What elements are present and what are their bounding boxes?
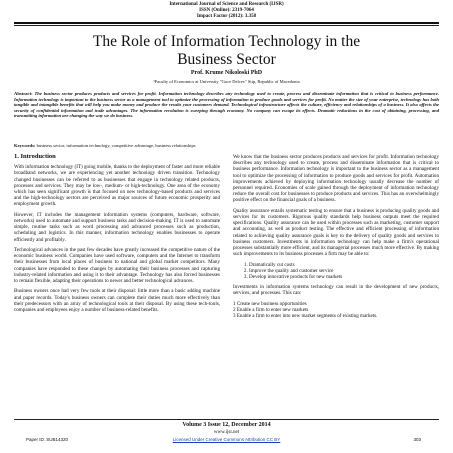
list-item: 3. Develop innovative products for new markets — [249, 274, 439, 280]
license-link[interactable]: Licensed Under Creative Commons Attribution CC BY — [172, 437, 281, 442]
section-heading-introduction: 1. Introduction — [14, 153, 56, 160]
list-item: 3 Enable a firm to enter into new market segments of existing markets. — [233, 313, 378, 320]
paper-id: Paper ID: SUB14320 — [26, 437, 69, 442]
paper-title — [0, 33, 453, 69]
footer-volume: Volume 3 Issue 12, December 2014 — [182, 422, 271, 428]
left-column — [14, 154, 220, 317]
abstract — [14, 91, 439, 119]
right-column — [233, 154, 439, 323]
journal-header — [0, 2, 453, 20]
body-paragraph: With information technology (IT) going mobile, thanks to the deployment of faster and more reliable broadband networks, we are experiencing yet another technology driven transition. Technology changed businesses can be referred to as businesses that engage in technology related products, processes and services. They may be low-, medium- or high-technology. One area of the economy which has seen significant growth is that focused on new technology-based products and services and the high-technology sectors are perceived as major sources of future economic prosperity and employment growth. — [14, 164, 220, 208]
author-name: Prof. Krume Nikoloski PhD — [190, 70, 263, 76]
keywords-text: business sector, information technology, competitive advantage, business relationships — [36, 143, 196, 148]
title-line-1: The Role of Information Technology in the — [92, 33, 361, 50]
author-affiliation: ¹Faculty of Economics at University "Goce Delcev" Stip, Republic of Macedonia — [153, 79, 300, 84]
body-paragraph: We know that the business sector produces products and services for profit. Information technology describes any technology used to create, process and disseminate information that is critical to business performance. Information technology is important to the business sector as a management tool to optimize the processing of information to produce goods and services for profit. Automation improvements achieved by deploying information technology usually decrease the number of personnel required. Economies of scale gained through the deployment of information technology reduce the overall cost for businesses to produce products and services. This has an overwhelmingly positive effect on the financial goals of a business. — [233, 154, 439, 204]
journal-issn: ISSN (Online): 2319-7064 — [199, 8, 254, 13]
keywords-label: Keywords: — [14, 143, 36, 148]
body-paragraph: Quality assurance entails systematic testing to ensure that a business is producing quality goods and services for its customers. Rigorous quality standards help business outputs meet the required specifications. Quality assurance can be used within processes such as marketing, customer support and accounting, as well as product testing. The effective and efficient processing of information related to achieving quality assurance goals is key to the delivery of quality goods and services to business customers. Investments in information technology can help make a firm's operational processes substantially more efficient, and its managerial processes much more effective. By making such improvements to its business processes a firm may be able to: — [233, 207, 439, 258]
list-item: 2. Improve the quality and customer service — [249, 268, 439, 274]
body-paragraph: Technological advances in the past few decades have greatly increased the competitive nature of the economic business world. Companies have used software, computers and the Internet to transform their businesses from local places of business to national and global market competitors. Many companies have responded to these changes by automating their business processes and capturing industry-related information and using it to their advantage. Technology has also forced businesses to remain flexible, adapting their operations to newer and better technological advances. — [14, 247, 220, 285]
page-number: 303 — [413, 437, 421, 442]
list-item: 2 Enable a firm to enter new markets — [233, 307, 309, 314]
journal-impact-factor: Impact Factor (2012): 3.358 — [196, 14, 257, 19]
list-item: 1 Create new business opportunities — [233, 300, 307, 307]
footer-divider — [14, 419, 439, 420]
improvements-list — [233, 262, 439, 281]
abstract-text: The business sector produces products and services for profit. Information technology describes any technology used to create, process and disseminate information that is critical to business performance. Information technology is important to the business sector as a management tool to optimize the processing of information to produce goods and services for profit. No matter the size of your enterprise, technology has both tangible and intangible benefits that will help you make money and produce the results your customers demand. Technological infrastructure affects the culture, efficiency and relationships of a business. It also affects the security of confidential information and trade advantages. The information revolution is sweeping through economy. No company can escape its effects. Dramatic reductions in the cost of obtaining, processing, and transmitting information are changing the way we do business. — [14, 91, 439, 119]
body-paragraph: However, IT includes the management information systems (computers, hardware, software, networks) used to automate and support business tasks and decision-making. IT is used to automate simple, routine tasks such as word processing and advanced processes such as production, scheduling and logistics. In this manner, information technology enables businesses to operate efficiently and profitably. — [14, 211, 220, 243]
journal-name: International Journal of Science and Research (IJSR) — [169, 2, 284, 7]
footer-journal-url[interactable]: www.ijsr.net — [213, 430, 240, 435]
keywords — [14, 143, 439, 149]
header-divider-thin — [14, 25, 439, 26]
abstract-label: Abstract: — [14, 91, 33, 96]
body-paragraph: Business owners once had very few tools at their disposal: little more than a basic adding machine and paper records. Today's business owners can complete their duties much more effectively than their predecessors with an array of technological tools at their disposal. By using these tech-tools, companies and employees enjoy a number of business-related benefits. — [14, 288, 220, 314]
body-paragraph: Investments in information systems technology can result in the development of new products, services, and processes. This can: — [233, 284, 439, 297]
header-divider-thick — [14, 22, 439, 24]
title-line-2: Business Sector — [177, 51, 276, 68]
opportunities-list — [233, 301, 439, 320]
list-item: 1. Dramatically cut costs — [249, 262, 439, 268]
